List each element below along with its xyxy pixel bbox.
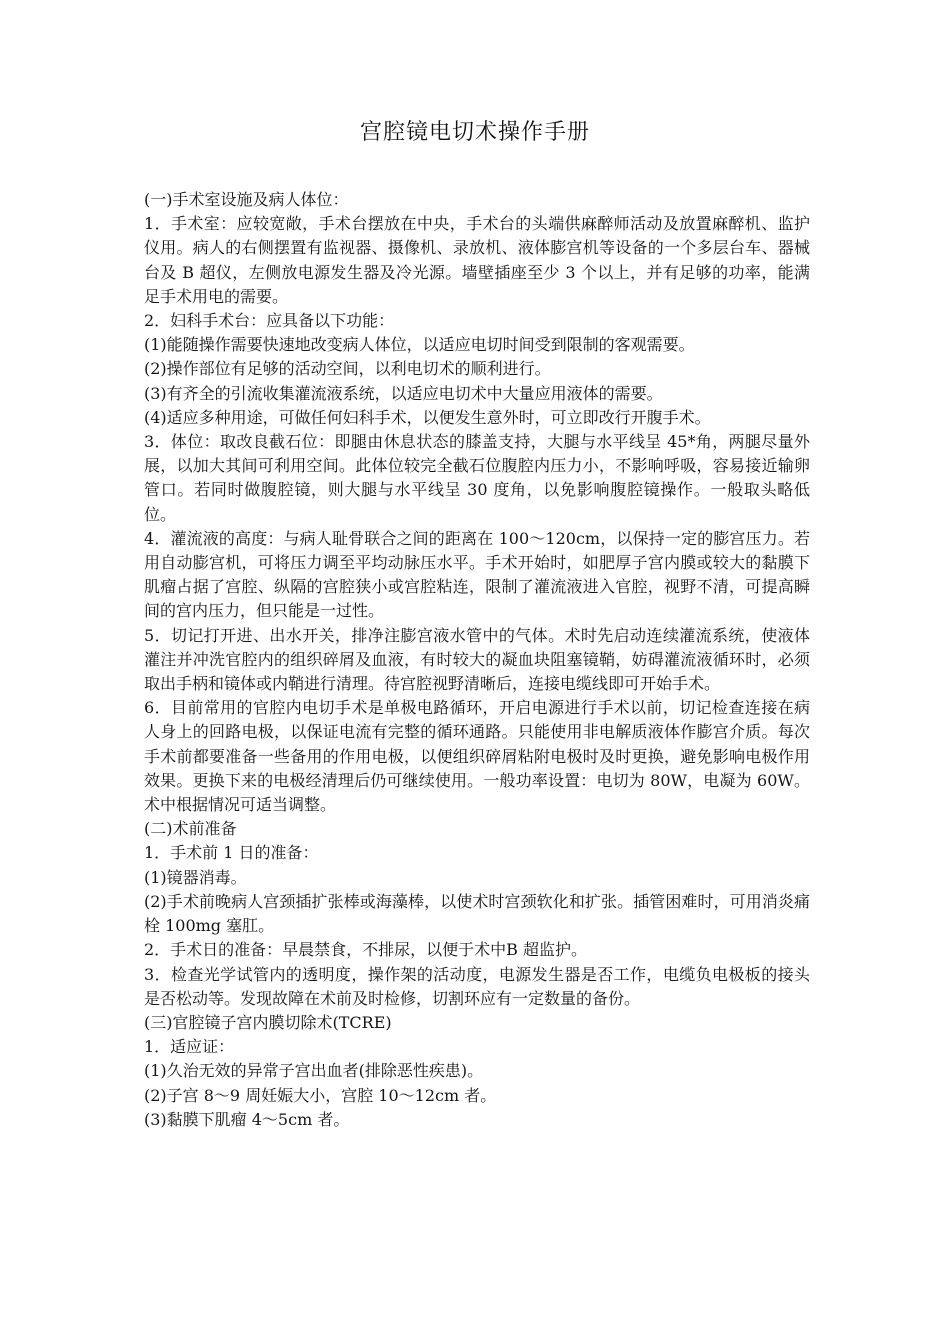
paragraph: (1)久治无效的异常子宫出血者(排除恶性疾患)。 xyxy=(144,1061,484,1081)
paragraph: 1．适应证： xyxy=(144,1037,235,1057)
paragraph: 4．灌流液的高度：与病人耻骨联合之间的距离在 100～120cm，以保持一定的膨宫压力。若用自动膨宫机，可将压力调至平均动脉压水平。手术开始时，如肥厚子宫内膜或较大的黏膜下肌瘤占据了宫腔、纵隔的宫腔狭小或宫腔粘连，限制了灌流液进入官腔，视野不清，可提高瞬间的宫内压力，但只能是一过性。 xyxy=(144,528,810,621)
paragraph: (2)手术前晚病人宫颈插扩张棒或海藻棒，以使术时宫颈软化和扩张。插管困难时，可用消炎痛栓 100mg 塞肛。 xyxy=(144,891,810,936)
paragraph: (一)手术室设施及病人体位： xyxy=(144,190,349,209)
paragraph: (3)有齐全的引流收集灌流液系统，以适应电切术中大量应用液体的需要。 xyxy=(144,383,663,403)
paragraph: 5．切记打开进、出水开关，排净注膨宫液水管中的气体。术时先启动连续灌流系统，使液体灌注并冲洗官腔内的组织碎屑及血液，有时较大的凝血块阻塞镜鞘，妨碍灌流液循环时，必须取出手柄和镜体或内鞘进行清理。待宫腔视野清晰后，连接电缆线即可开始手术。 xyxy=(144,625,810,694)
paragraph: (4)适应多种用途，可做任何妇科手术，以便发生意外时，可立即改行开腹手术。 xyxy=(144,407,711,427)
paragraph: 6．目前常用的官腔内电切手术是单极电路循环，开启电源进行手术以前，切记检查连接在病人身上的回路电极，以保证电流有完整的循环通路。只能使用非电解质液体作膨宫介质。每次手术前都要准备一些备用的作用电极，以便组织碎屑粘附电极时及时更换，避免影响电极作用效果。更换下来的电极经清理后仍可继续使用。一般功率设置：电切为 80W，电凝为 60W。术中根据情况可适当调整。 xyxy=(144,698,810,815)
paragraph: (二)术前准备 xyxy=(144,819,237,839)
paragraph: (2)操作部位有足够的活动空间，以利电切术的顺利进行。 xyxy=(144,359,551,379)
paragraph: 2．手术日的准备：早晨禁食，不排尿，以便于术中B 超监护。 xyxy=(144,940,588,960)
paragraph: 1．手术前 1 日的准备： xyxy=(144,843,319,863)
paragraph: 3．体位：取改良截石位：即腿由休息状态的膝盖支持，大腿与水平线呈 45*角，两腿尽量外展，以加大其间可利用空间。此体位较完全截石位腹腔内压力小，不影响呼吸，容易接近输卵管口。若同时做腹腔镜，则大腿与水平线呈 30 度角，以免影响腹腔镜操作。一般取头略低位。 xyxy=(144,432,810,524)
paragraph: (2)子宫 8～9 周妊娠大小，宫腔 10～12cm 者。 xyxy=(144,1085,497,1105)
paragraph: (三)官腔镜子宫内膜切除术(TCRE) xyxy=(144,1012,392,1032)
document-body xyxy=(144,188,810,1132)
paragraph: 2．妇科手术台：应具备以下功能： xyxy=(144,311,395,331)
paragraph: (1)能随操作需要快速地改变病人体位，以适应电切时间受到限制的客观需要。 xyxy=(144,335,695,355)
document-title: 宫腔镜电切术操作手册 xyxy=(359,120,590,145)
paragraph: 1．手术室：应较宽敞，手术台摆放在中央，手术台的头端供麻醉师活动及放置麻醉机、监护仪用。病人的右侧摆置有监视器、摄像机、录放机、液体膨宫机等设备的一个多层台车、器械台及 B 超仪，左侧放电源发生器及冷光源。墙壁插座至少 3 个以上，并有足够的功率，能满足手术用电的需要。 xyxy=(144,214,810,306)
paragraph: (1)镜器消毒。 xyxy=(144,867,247,887)
paragraph: 3．检查光学试管内的透明度，操作架的活动度，电源发生器是否工作，电缆负电极板的接头是否松动等。发现故障在术前及时检修，切割环应有一定数量的备份。 xyxy=(144,964,810,1008)
paragraph: (3)黏膜下肌瘤 4～5cm 者。 xyxy=(144,1109,350,1129)
